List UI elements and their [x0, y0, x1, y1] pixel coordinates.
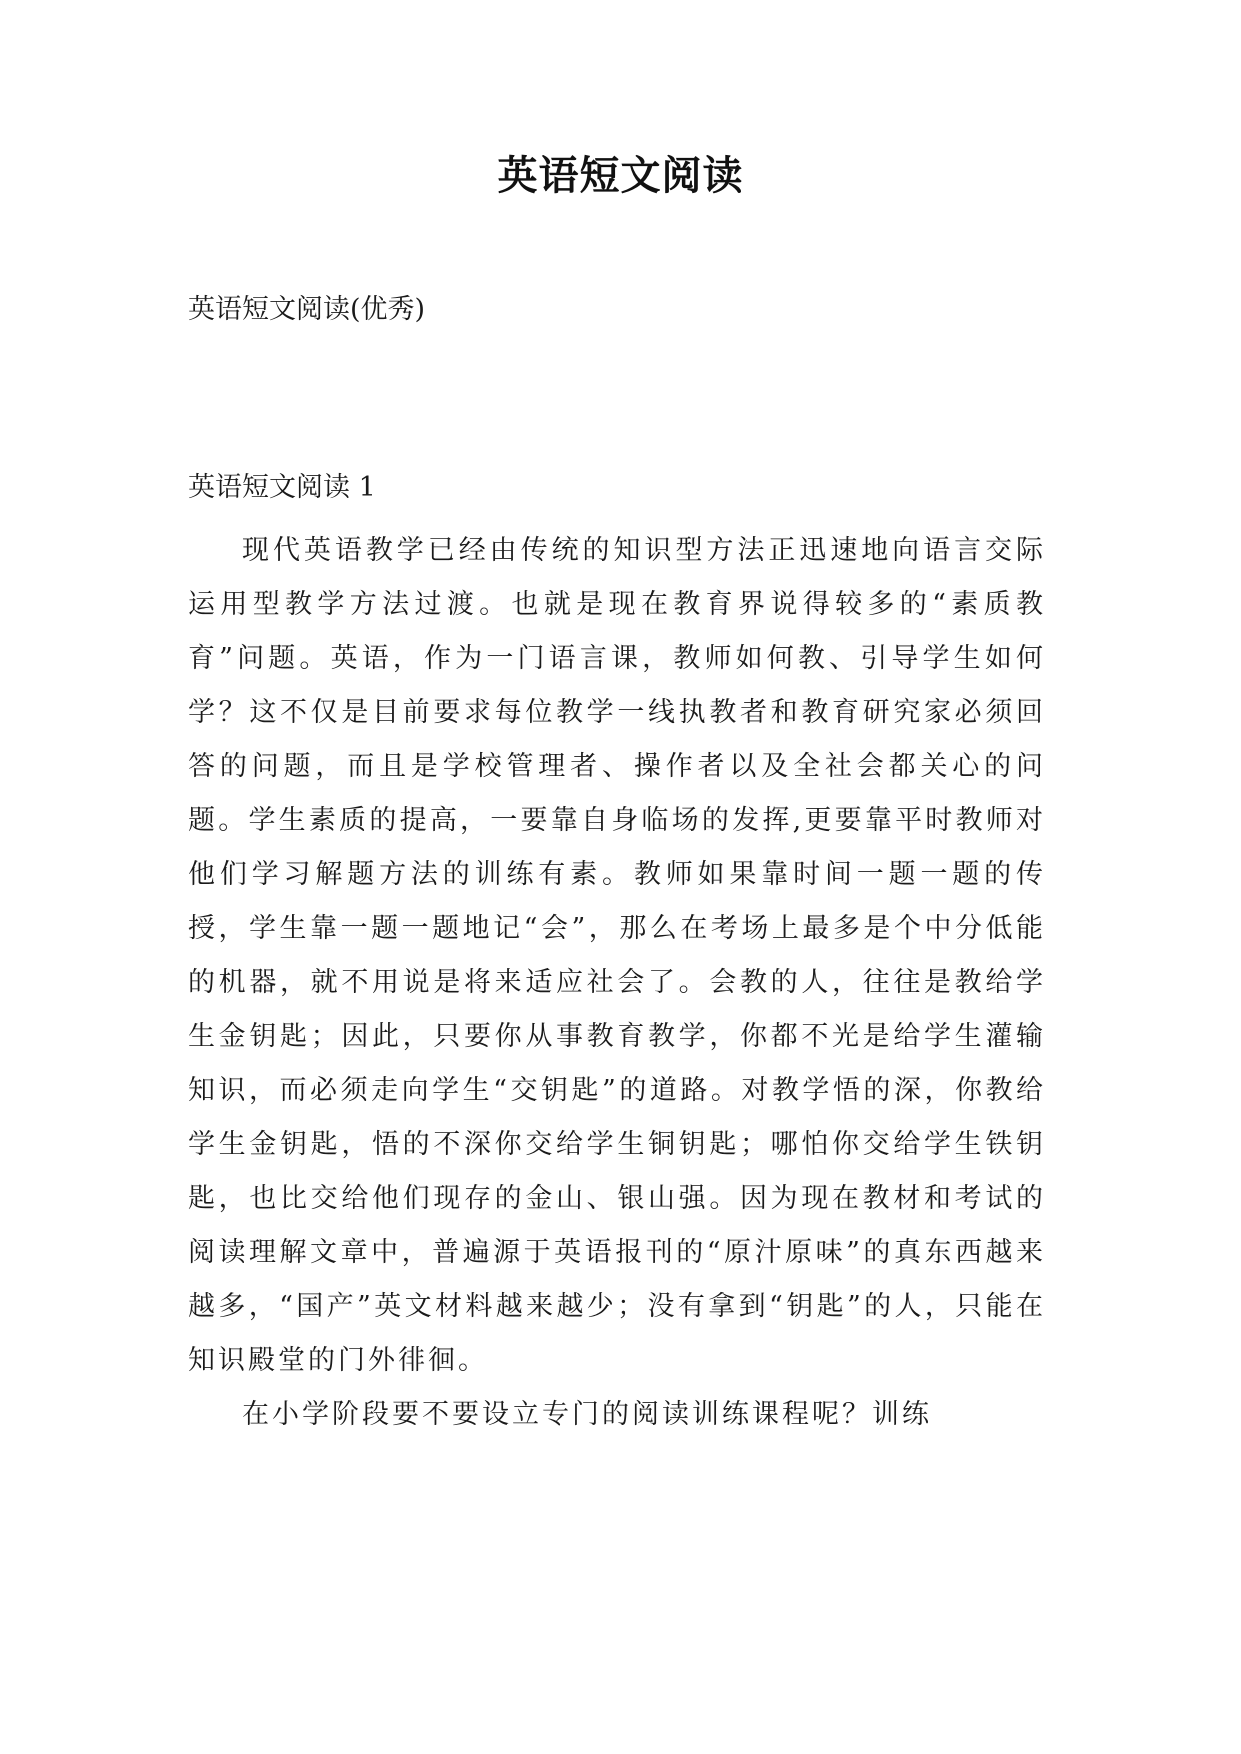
document-subtitle: 英语短文阅读(优秀): [188, 294, 426, 325]
section-heading: 英语短文阅读 1: [188, 472, 376, 503]
document-title: 英语短文阅读: [497, 152, 744, 199]
paragraph-2: 在小学阶段要不要设立专门的阅读训练课程呢？训练: [242, 1399, 932, 1430]
document-body: [188, 524, 1046, 1442]
paragraph-1: 现代英语教学已经由传统的知识型方法正迅速地向语言交际运用型教学方法过渡。也就是现在教育界说得较多的“素质教育”问题。英语，作为一门语言课，教师如何教、引导学生如何学？这不仅是目前要求每位教学一线执教者和教育研究家必须回答的问题，而且是学校管理者、操作者以及全社会都关心的问题。学生素质的提高，一要靠自身临场的发挥,更要靠平时教师对他们学习解题方法的训练有素。教师如果靠时间一题一题的传授，学生靠一题一题地记“会”，那么在考场上最多是个中分低能的机器，就不用说是将来适应社会了。会教的人，往往是教给学生金钥匙；因此，只要你从事教育教学，你都不光是给学生灌输知识，而必须走向学生“交钥匙”的道路。对教学悟的深，你教给学生金钥匙，悟的不深你交给学生铜钥匙；哪怕你交给学生铁钥匙，也比交给他们现存的金山、银山强。因为现在教材和考试的阅读理解文章中，普遍源于英语报刊的“原汁原味”的真东西越来越多，“国产”英文材料越来越少；没有拿到“钥匙”的人，只能在知识殿堂的门外徘徊。: [188, 535, 1046, 1376]
